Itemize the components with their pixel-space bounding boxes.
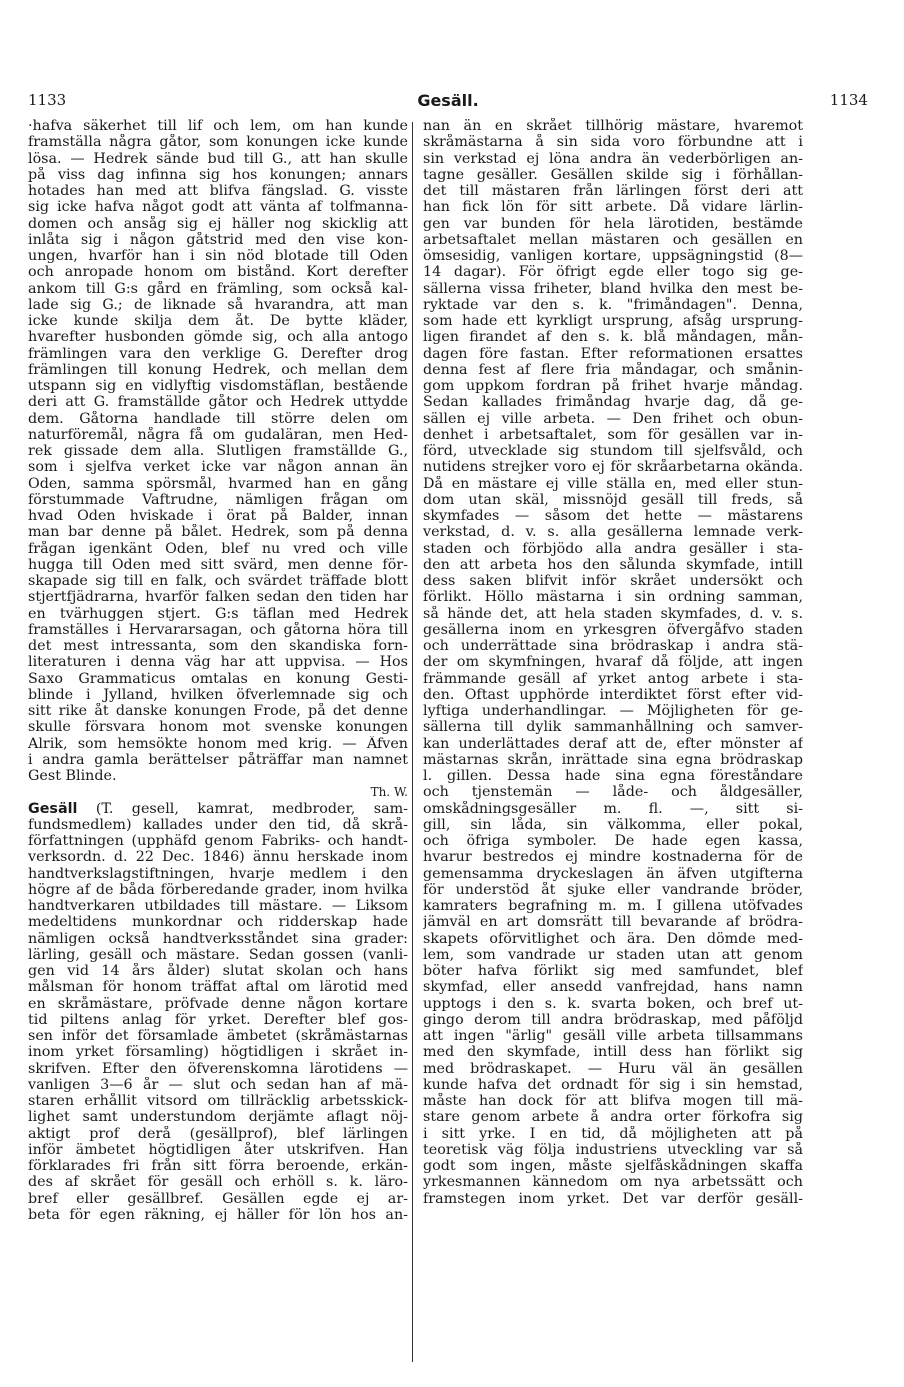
text-line: fundsmedlem) kallades under den tid, då skrå- xyxy=(28,816,408,833)
text-line: skulle försvara honom mot svenske konungen xyxy=(28,719,408,736)
text-line: Oden, samma spörsmål, hvarmed han en gång xyxy=(28,475,408,492)
text-line: högre af de båda förberedande grader, inom hvilka xyxy=(28,881,408,898)
text-line: arbetsaftalet mellan mästaren och gesällen en xyxy=(423,231,803,248)
text-line: utspann sig en vidlyftig visdomstäflan, bestående xyxy=(28,378,408,394)
text-line: gingo derom till andra brödraskap, med påföljd xyxy=(423,1011,803,1028)
text-line: mästarnas skrån, inrättade sina egna brödraskap xyxy=(423,751,803,768)
text-line: skrifven. Efter den öfverenskomna lärotidens — xyxy=(28,1060,408,1077)
text-line: som i sjelfva verket icke var någon annan än xyxy=(28,459,408,476)
text-line: handtverkaren utbildades till mästare. — Liksom xyxy=(28,898,408,914)
text-line: skapets oförvitlighet och ära. Den dömde med- xyxy=(423,930,803,947)
text-line: ligen firandet af den s. k. blå måndagen, mån- xyxy=(423,329,803,346)
text-line: förstummade Vaftrudne, nämligen frågan om xyxy=(28,491,408,508)
text-line: måste han dock för att blifva mogen till mä- xyxy=(423,1093,803,1109)
text-line: medeltidens munkordnar och ridderskap hade xyxy=(28,914,408,931)
text-line: lyftiga underhandlingar. — Möjligheten för ge- xyxy=(423,703,803,719)
text-line: handtverkslagstiftningen, hvarje medlem i den xyxy=(28,865,408,882)
text-line: målsman för honom träffat aftal om lärotid med xyxy=(28,979,408,996)
text-line: gen vid 14 års ålder) slutat skolan och hans xyxy=(28,963,408,979)
entry-first-line-text: (T. gesell, kamrat, medbroder, sam- xyxy=(77,800,408,817)
text-line: sin verkstad ej löna andra än vederbörligen an- xyxy=(423,150,803,167)
text-line: ·hafva säkerhet till lif och lem, om han kunde xyxy=(28,118,408,134)
text-line: stare genom arbete å andra orter förkofra sig xyxy=(423,1109,803,1126)
page-number-left: 1133 xyxy=(28,91,67,109)
text-line: dom utan skäl, missnöjd gesäll till freds, så xyxy=(423,491,803,508)
text-line: staren erhållit vitsord om tillräcklig arbetsskick- xyxy=(28,1093,408,1109)
text-line: det mest intressanta, som den skandiska forn- xyxy=(28,638,408,654)
text-line: gesällerna inom en yrkesgren öfvergåfvo staden xyxy=(423,621,803,638)
text-line: blinde i Jylland, hvilken öfverlemnade sig och xyxy=(28,686,408,703)
text-line: Gest Blinde. xyxy=(28,768,117,784)
text-line: ömsesidig, vanligen kortare, uppsägningstid (8— xyxy=(423,248,803,264)
text-line: han fick lön för sitt arbete. Då vidare lärlin- xyxy=(423,199,803,216)
text-line: naturföremål, några få om gudaläran, men Hed- xyxy=(28,426,408,443)
text-line: l. gillen. Dessa hade sina egna föreståndare xyxy=(423,768,803,784)
text-line: en tvärhuggen stjert. G:s täflan med Hedrek xyxy=(28,605,408,622)
text-line: jämväl en art domsrätt till bevarande af brödra- xyxy=(423,914,803,931)
text-line: tid piltens anlag för yrket. Derefter blef gos- xyxy=(28,1011,408,1028)
text-line: staden och förbjödo alla andra gesäller i sta- xyxy=(423,540,803,557)
column-divider xyxy=(412,122,413,1362)
text-line: främlingen vara den verklige G. Derefter drog xyxy=(28,345,408,362)
text-line: sällerna till dylik sammanhållning och samver- xyxy=(423,719,803,736)
text-line: för understöd åt sjuke eller vandrande bröder, xyxy=(423,881,803,898)
text-line: lem, som vandrade ur staden utan att genom xyxy=(423,946,803,963)
text-line: icke kunde skilja dem åt. De bytte kläder, xyxy=(28,313,408,329)
text-line: och öfriga symboler. De hade egen kassa, xyxy=(423,833,803,849)
text-line: på viss dag infinna sig hos konungen; annars xyxy=(28,166,408,183)
text-line: ungen, hvarför han i sin nöd blotade till Oden xyxy=(28,248,408,264)
text-line: gemensamma dryckeslagen än äfven utgifterna xyxy=(423,865,803,882)
text-line: kan underlättades deraf att de, efter mönster af xyxy=(423,735,803,752)
text-line: denna fest af flere fria måndagar, och smånin- xyxy=(423,361,803,378)
entry-body-text xyxy=(28,817,408,1223)
text-line: lade sig G.; de liknade så hvarandra, att man xyxy=(28,296,408,313)
text-line: lösa. — Hedrek sände bud till G., att han skulle xyxy=(28,150,408,167)
text-line: upptogs i den s. k. svarta boken, och bref ut- xyxy=(423,995,803,1012)
text-line: en skråmästare, pröfvade denne någon kortare xyxy=(28,995,408,1012)
text-line: i andra gamla berättelser påträffar man namnet xyxy=(28,751,408,768)
text-line: inför ämbetet högtidligen åter utskrifven. Han xyxy=(28,1141,408,1158)
text-line: förlikt. Höllo mästarna i sin ordning samman, xyxy=(423,589,803,606)
text-line: och tjenstemän — låde- och åldgesäller, xyxy=(423,784,803,801)
text-line: des af skrået för gesäll och erhöll s. k. läro- xyxy=(28,1174,408,1191)
text-line: att ingen "ärlig" gesäll ville arbeta tillsammans xyxy=(423,1028,803,1044)
text-line: och underrättade sina brödraskap i andra stä- xyxy=(423,638,803,654)
text-line: hvad Oden hviskade i örat på Balder, innan xyxy=(28,508,408,524)
text-line: gill, sin låda, sin välkomma, eller pokal, xyxy=(423,816,803,833)
text-line: främlingen till konung Hedrek, och mellan dem xyxy=(28,361,408,378)
text-line: författningen (upphäfd genom Fabriks- och handt- xyxy=(28,833,408,849)
text-line: dagen före fastan. Efter reformationen ersattes xyxy=(423,345,803,362)
text-line: literaturen i denna väg har att uppvisa. — Hos xyxy=(28,654,408,671)
text-line: Då en mästare ej ville ställa en, med eller stun- xyxy=(423,475,803,492)
text-line: hugga till Oden med sitt svärd, men denne för- xyxy=(28,556,408,573)
text-line: ankom till G:s gård en främling, som också kal- xyxy=(28,280,408,297)
entry-first-line xyxy=(28,801,408,817)
text-line: hotades han med att blifva fängslad. G. visste xyxy=(28,183,408,199)
text-line: som hade ett kyrkligt ursprung, afsåg ursprung- xyxy=(423,313,803,329)
text-line: nämligen också handtverksståndet sina grader: xyxy=(28,930,408,947)
text-line: inom yrket församling) högtidligen i skrået in- xyxy=(28,1044,408,1061)
text-line: skråmästarna å sin sida voro förbundne att i xyxy=(423,134,803,151)
text-line: sitt rike åt danske konungen Frode, på det denne xyxy=(28,703,408,719)
text-line: i sitt yrke. I en tid, då möjligheten att på xyxy=(423,1125,803,1142)
text-line: skymfad, eller ansedd vanfrejdad, hans namn xyxy=(423,979,803,996)
text-line: vanligen 3—6 år — slut och sedan han af mä- xyxy=(28,1076,408,1093)
author-signature: Th. W. xyxy=(370,785,408,800)
text-line: teoretisk väg följa industriens utveckling var så xyxy=(423,1141,803,1158)
text-line: Alrik, som hemsökte honom med krig. — Äfven xyxy=(28,735,408,752)
text-line: lighet samt understundom derjämte aflagt nöj- xyxy=(28,1109,408,1126)
text-line: 14 dagar). För öfrigt egde eller togo sig ge- xyxy=(423,264,803,281)
text-line: skapade sig till en falk, och svärdet träffade blott xyxy=(28,573,408,589)
text-line: verkstad, d. v. s. alla gesällerna lemnade verk- xyxy=(423,524,803,541)
text-line: så hände det, att hela staden skymfades, d. v. s. xyxy=(423,605,803,622)
text-line: framstegen inom yrket. Det var derför gesäll- xyxy=(423,1190,803,1207)
left-column xyxy=(28,118,408,1368)
running-title: Gesäll. xyxy=(417,90,479,110)
text-line: man bar denne på bålet. Hedrek, som på denna xyxy=(28,524,408,541)
text-line: främmande gesäll af yrket antog arbete i sta- xyxy=(423,670,803,687)
text-line: der om skymfningen, hvaraf då följde, att ingen xyxy=(423,654,803,671)
text-line: dem. Gåtorna handlade till större delen om xyxy=(28,410,408,427)
text-line: verksordn. d. 22 Dec. 1846) ännu herskade inom xyxy=(28,849,408,866)
text-line: med den skymfade, intill dess han förlikt sig xyxy=(423,1044,803,1061)
text-line: rek gissade dem alla. Slutligen framställde G., xyxy=(28,443,408,459)
text-line: omskådningsgesäller m. fl. —, sitt si- xyxy=(423,800,803,817)
right-column xyxy=(423,118,803,1368)
text-line: domen och ansåg sig ej häller nog skicklig att xyxy=(28,215,408,232)
text-line: bref eller gesällbref. Gesällen egde ej ar- xyxy=(28,1190,408,1207)
text-line: sällerna vissa friheter, bland hvilka den mest be- xyxy=(423,280,803,297)
text-line: kunde hafva det ordnadt för sig i sin hemstad, xyxy=(423,1076,803,1093)
text-line: det till mästaren från lärlingen först deri att xyxy=(423,183,803,199)
text-line: tagne gesäller. Gesällen skilde sig i förhållan- xyxy=(423,166,803,183)
text-line: godt som ingen, måste sjelfåskådningen skaffa xyxy=(423,1158,803,1174)
text-line: nutidens strejker voro ej för skråarbetarna okända. xyxy=(423,459,803,476)
entry-headword: Gesäll xyxy=(28,800,78,817)
text-line: förklarades fri från sitt förra beroende, erkän- xyxy=(28,1158,408,1174)
text-line: hvarefter husbonden gömde sig, och alla antogo xyxy=(28,329,408,346)
text-line: den. Oftast upphörde interdiktet först efter vid- xyxy=(423,686,803,703)
text-line: Saxo Grammaticus omtalas en konung Gesti- xyxy=(28,670,408,687)
left-column-text xyxy=(28,118,408,784)
text-line: gom uppkom fordran på frihet hvarje måndag. xyxy=(423,378,803,394)
text-line: framställa några gåtor, som konungen icke kunde xyxy=(28,134,408,151)
right-column-text xyxy=(423,118,803,1207)
text-line: kamraters begrafning m. m. I gillena utöfvades xyxy=(423,898,803,914)
text-line: och anropade honom om bistånd. Kort derefter xyxy=(28,264,408,281)
text-line: lärling, gesäll och mästare. Sedan gossen (vanli- xyxy=(28,946,408,963)
text-line: skymfades — såsom det hette — mästarens xyxy=(423,508,803,524)
text-line: sällen ej ville arbeta. — Den frihet och obun- xyxy=(423,410,803,427)
text-line: dess saken blifvit inför skrået undersökt och xyxy=(423,573,803,589)
text-line: aktigt prof derå (gesällprof), blef lärlingen xyxy=(28,1125,408,1142)
text-line: inlåta sig i någon gåtstrid med den vise kon- xyxy=(28,231,408,248)
text-line: stjertfjädrarna, hvarför falken sedan den tiden har xyxy=(28,589,408,606)
text-line: Sedan kallades frimåndag hvarje dag, då ge- xyxy=(423,394,803,411)
text-line: denhet i arbetsaftalet, som för gesällen var in- xyxy=(423,426,803,443)
text-line: sen inför det församlade ämbetet (skråmästarnas xyxy=(28,1028,408,1044)
text-line: gen var bunden för hela lärotiden, bestämde xyxy=(423,215,803,232)
text-line: den att arbeta hos den sålunda skymfade, intill xyxy=(423,556,803,573)
text-line: förd, utvecklade sig stundom till sjelfsvåld, och xyxy=(423,443,803,459)
text-line: beta för egen räkning, ej häller för lön hos an- xyxy=(28,1206,408,1223)
page-number-right: 1134 xyxy=(829,91,868,109)
text-line: ryktade var den s. k. "frimåndagen". Denna, xyxy=(423,296,803,313)
text-line: sig icke hafva något godt att vänta af tolfmanna- xyxy=(28,199,408,216)
text-line: med brödraskapet. — Huru väl än gesällen xyxy=(423,1060,803,1077)
text-line: deri att G. framställde gåtor och Hedrek uttydde xyxy=(28,394,408,411)
page-header xyxy=(28,88,868,112)
text-line: frågan igenkänt Oden, blef nu vred och ville xyxy=(28,540,408,557)
text-line: nan än en skrået tillhörig mästare, hvaremot xyxy=(423,118,803,134)
text-line: yrkesmannen kännedom om nya arbetssätt och xyxy=(423,1174,803,1191)
text-line: framställes i Hervararsagan, och gåtorna höra till xyxy=(28,621,408,638)
text-line: böter hafva förlikt sig med samfundet, blef xyxy=(423,963,803,979)
text-line: hvarur bestredos ej mindre kostnaderna för de xyxy=(423,849,803,866)
